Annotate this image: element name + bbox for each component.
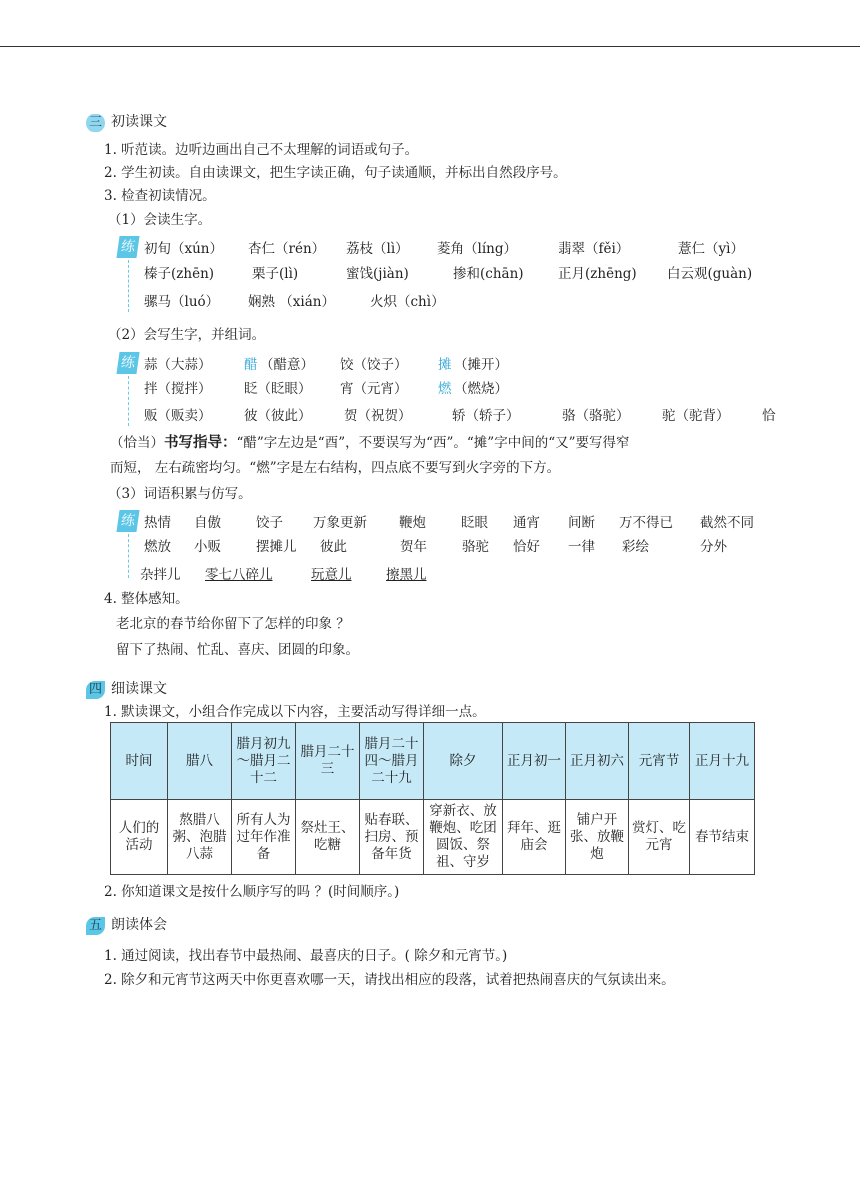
accum-word: 燃放 <box>144 539 171 555</box>
table-header-cell: 腊月初九～腊月二十二 <box>232 723 296 800</box>
write-word: 骆（骆驼） <box>562 408 630 424</box>
read-word: 火炽（chì） <box>370 294 445 310</box>
table-header-row <box>111 723 755 800</box>
accum-word: 鞭炮 <box>399 515 426 531</box>
table-header-cell: 除夕 <box>424 723 503 800</box>
write-word: 驼（驼背） <box>662 408 730 424</box>
section4-badge: 四 <box>86 681 105 699</box>
accum-word: 摆摊儿 <box>256 539 297 555</box>
read-word: 榛子(zhēn) <box>144 266 215 282</box>
table-header-cell: 正月初一 <box>503 723 566 800</box>
accum-word: 通宵 <box>513 515 540 531</box>
table-header-cell: 腊月二十三 <box>296 723 360 800</box>
table-header-cell: 时间 <box>111 723 168 800</box>
s3-line1: 1. 听范读。边听边画出自己不太理解的词语或句子。 <box>104 142 419 158</box>
accum-word: 眨眼 <box>461 515 488 531</box>
table-cell: 贴春联、扫房、预备年货 <box>360 800 424 875</box>
s4-line1: 1. 默读课文，小组合作完成以下内容，主要活动写得详细一点。 <box>104 704 486 720</box>
read-word: 薏仁（yì） <box>678 241 744 257</box>
accum-word-written: 擦黑儿 <box>386 567 427 583</box>
read-word: 娴熟 （xián） <box>248 294 335 310</box>
write-char-highlight: 摊 <box>438 357 452 373</box>
write-word: 饺（饺子） <box>340 357 408 373</box>
accum-word: 自傲 <box>194 515 221 531</box>
table-cell: 穿新衣、放鞭炮、吃团圆饭、祭祖、守岁 <box>424 800 503 875</box>
table-header-cell: 正月初六 <box>566 723 629 800</box>
write-word: 贺（祝贺） <box>344 408 412 424</box>
accum-word: 杂拌儿 <box>140 567 181 583</box>
read-word: 翡翠（fěi） <box>558 241 630 257</box>
accum-word: 万不得已 <box>619 515 673 531</box>
accum-word: 小贩 <box>194 539 221 555</box>
accum-word: 彩绘 <box>622 539 649 555</box>
practice-icon: 练 <box>118 236 138 258</box>
section3-header <box>86 111 167 132</box>
s4-line2: 2. 你知道课文是按什么顺序写的吗 ？(时间顺序。) <box>104 884 400 900</box>
s3-sub2: （2）会写生字，并组词。 <box>108 327 266 343</box>
write-word: 拌（搅拌） <box>144 381 212 397</box>
table-header-cell: 元宵节 <box>629 723 690 800</box>
accum-word: 间断 <box>568 515 595 531</box>
practice-bar <box>128 376 130 426</box>
write-word: 贩（贩卖） <box>144 408 212 424</box>
accum-word: 分外 <box>700 539 727 555</box>
write-word: （燃烧） <box>454 381 508 397</box>
write-word: 宵（元宵） <box>340 381 408 397</box>
write-word: （摊开） <box>454 357 508 373</box>
read-word: 杏仁（rén） <box>248 241 326 257</box>
section5-header <box>86 914 167 935</box>
top-rule <box>0 46 860 47</box>
guide-line-2: 而短， 左右疏密均匀。“燃”字是左右结构，四点底不要写到火字旁的下方。 <box>110 460 561 476</box>
section3-title: 初读课文 <box>111 114 168 130</box>
section5-title: 朗读体会 <box>111 917 168 933</box>
guide-line-1: （恰当）书写指导：“醋”字左边是“酉”，不要误写为“西”。“摊”字中间的“又”要写得窄 <box>110 435 630 451</box>
write-word: 恰 <box>762 408 776 424</box>
read-word: 正月(zhēng) <box>558 266 637 282</box>
s3-sub1: （1）会读生字。 <box>108 212 212 228</box>
write-word: （醋意） <box>260 357 314 373</box>
guide-label: 书写指导： <box>164 435 237 451</box>
practice-icon: 练 <box>118 510 138 532</box>
section3-badge: 三 <box>86 114 105 132</box>
practice-bar <box>128 260 130 312</box>
accum-word: 骆驼 <box>462 539 489 555</box>
accum-word: 热情 <box>144 515 171 531</box>
accum-word-written: 零七八碎儿 <box>205 567 273 583</box>
accum-word: 彼此 <box>320 539 347 555</box>
table-cell: 人们的活动 <box>111 800 168 875</box>
write-char-highlight: 醋 <box>244 357 258 373</box>
s5-line2: 2. 除夕和元宵节这两天中你更喜欢哪一天，请找出相应的段落，试着把热闹喜庆的气氛读出来。 <box>104 972 675 988</box>
read-word: 栗子(lì) <box>252 266 299 282</box>
write-word: 眨（眨眼） <box>244 381 312 397</box>
accum-word: 恰好 <box>513 539 540 555</box>
table-cell: 拜年、逛庙会 <box>503 800 566 875</box>
practice-bar <box>128 534 130 578</box>
section4-title: 细读课文 <box>111 681 168 697</box>
accum-word-written: 玩意儿 <box>311 567 352 583</box>
s3-line2: 2. 学生初读。自由读课文，把生字读正确，句子读通顺，并标出自然段序号。 <box>104 165 567 181</box>
read-word: 初旬（xún） <box>144 241 224 257</box>
read-word: 掺和(chān) <box>453 266 524 282</box>
table-cell: 铺户开张、放鞭炮 <box>566 800 629 875</box>
s3-question: 老北京的春节给你留下了怎样的印象 ？ <box>116 616 350 632</box>
write-word: 彼（彼此） <box>244 408 312 424</box>
write-word: 轿（轿子） <box>452 408 520 424</box>
table-cell: 所有人为过年作准备 <box>232 800 296 875</box>
accum-word: 饺子 <box>256 515 283 531</box>
table-cell: 祭灶王、吃糖 <box>296 800 360 875</box>
read-word: 白云观(guàn) <box>667 266 753 282</box>
read-word: 荔枝（lì） <box>346 241 409 257</box>
table-cell: 春节结束 <box>690 800 755 875</box>
timeline-table <box>110 722 755 875</box>
read-word: 菱角（líng） <box>437 241 517 257</box>
s3-line4: 4. 整体感知。 <box>104 591 189 607</box>
read-word: 蜜饯(jiàn) <box>346 266 409 282</box>
s3-sub3: （3）词语积累与仿写。 <box>108 486 252 502</box>
s5-line1: 1. 通过阅读，找出春节中最热闹、最喜庆的日子。( 除夕和元宵节。) <box>104 948 508 964</box>
s3-answer: 留下了热闹、忙乱、喜庆、团圆的印象。 <box>116 642 359 658</box>
accum-word: 截然不同 <box>700 515 754 531</box>
write-char-highlight: 燃 <box>438 381 452 397</box>
s3-line3: 3. 检查初读情况。 <box>104 188 216 204</box>
table-header-cell: 正月十九 <box>690 723 755 800</box>
read-word: 骡马（luó） <box>144 294 220 310</box>
practice-icon: 练 <box>118 352 138 374</box>
write-word: 蒜（大蒜） <box>144 357 212 373</box>
section5-badge: 五 <box>86 917 105 935</box>
accum-word: 贺年 <box>400 539 427 555</box>
table-row <box>111 800 755 875</box>
table-header-cell: 腊月二十四～腊月二十九 <box>360 723 424 800</box>
table-cell: 熬腊八粥、泡腊八蒜 <box>168 800 232 875</box>
table-header-cell: 腊八 <box>168 723 232 800</box>
accum-word: 万象更新 <box>313 515 367 531</box>
table-cell: 赏灯、吃元宵 <box>629 800 690 875</box>
accum-word: 一律 <box>568 539 595 555</box>
section4-header <box>86 678 167 699</box>
